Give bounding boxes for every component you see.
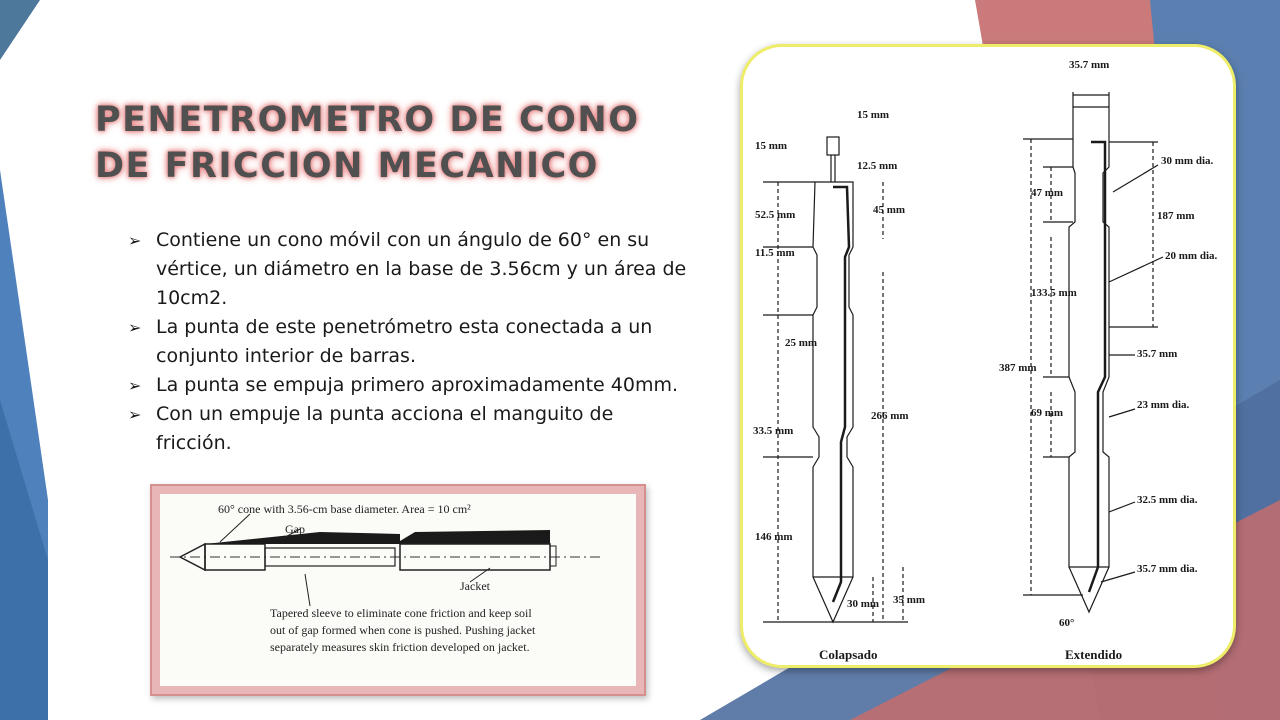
dim-label: 387 mm	[999, 362, 1037, 374]
dim-label: 47 mm	[1031, 187, 1064, 199]
cone-label: 60° cone with 3.56-cm base diameter. Area = 10 cm²	[218, 502, 471, 516]
dim-label: 30 mm dia.	[1161, 155, 1214, 167]
dim-label: 12.5 mm	[857, 160, 898, 172]
arrow-bullet-icon: ➢	[128, 231, 142, 250]
penetrometer-diagram	[740, 44, 1236, 668]
list-item	[128, 371, 688, 400]
arrow-bullet-icon: ➢	[128, 376, 142, 395]
dim-label: 266 mm	[871, 410, 909, 422]
dim-label: 69 mm	[1031, 407, 1064, 419]
dim-label: 52.5 mm	[755, 209, 796, 221]
extended-caption: Extendido	[1065, 647, 1123, 662]
bullet-text: La punta de este penetrómetro esta conectada a un conjunto interior de barras.	[156, 316, 653, 367]
dim-label: 187 mm	[1157, 210, 1195, 222]
title-line-2: DE FRICCION MECANICO	[95, 146, 599, 186]
jacket-label: Jacket	[460, 579, 490, 593]
list-item	[128, 313, 688, 371]
dim-label: 15 mm	[755, 140, 788, 152]
arrow-bullet-icon: ➢	[128, 405, 142, 424]
cone-sketch-frame	[150, 484, 646, 696]
collapsed-caption: Colapsado	[819, 647, 878, 662]
dim-label: 30 mm	[847, 598, 880, 610]
bullet-text: La punta se empuja primero aproximadamente 40mm.	[156, 374, 679, 396]
dim-label: 23 mm dia.	[1137, 399, 1190, 411]
bullet-list	[128, 226, 688, 458]
dim-label: 11.5 mm	[755, 247, 795, 259]
bullet-text: Con un empuje la punta acciona el manguito de fricción.	[156, 403, 614, 454]
dim-label: 35 mm	[893, 594, 926, 606]
dim-label: 33.5 mm	[753, 425, 794, 437]
list-item	[128, 226, 688, 313]
dim-label: 146 mm	[755, 531, 793, 543]
cone-sketch	[160, 494, 636, 686]
dim-label: 35.7 mm	[1137, 348, 1178, 360]
dim-label: 32.5 mm dia.	[1137, 494, 1198, 506]
bullet-text: Contiene un cono móvil con un ángulo de 60° en su vértice, un diámetro en la base de 3.56cm y un área de 10cm2.	[156, 229, 687, 309]
cone-sketch-drawing	[160, 494, 636, 686]
list-item	[128, 400, 688, 458]
arrow-bullet-icon: ➢	[128, 318, 142, 337]
dim-label: 35.7 mm dia.	[1137, 563, 1198, 575]
gap-label: Gap	[285, 522, 305, 536]
note-line-1: Tapered sleeve to eliminate cone friction and keep soil	[270, 606, 532, 620]
dim-label: 15 mm	[857, 109, 890, 121]
note-line-3: separately measures skin friction developed on jacket.	[270, 640, 530, 654]
note-line-2: out of gap formed when cone is pushed. Pushing jacket	[270, 623, 536, 637]
dim-label: 35.7 mm	[1069, 59, 1110, 71]
dim-label: 60°	[1059, 617, 1075, 629]
dim-label: 25 mm	[785, 337, 818, 349]
dim-label: 133.5 mm	[1031, 287, 1077, 299]
dim-label: 45 mm	[873, 204, 906, 216]
page-title	[95, 97, 639, 189]
dim-label: 20 mm dia.	[1165, 250, 1218, 262]
title-line-1: PENETROMETRO DE CONO	[95, 100, 640, 140]
